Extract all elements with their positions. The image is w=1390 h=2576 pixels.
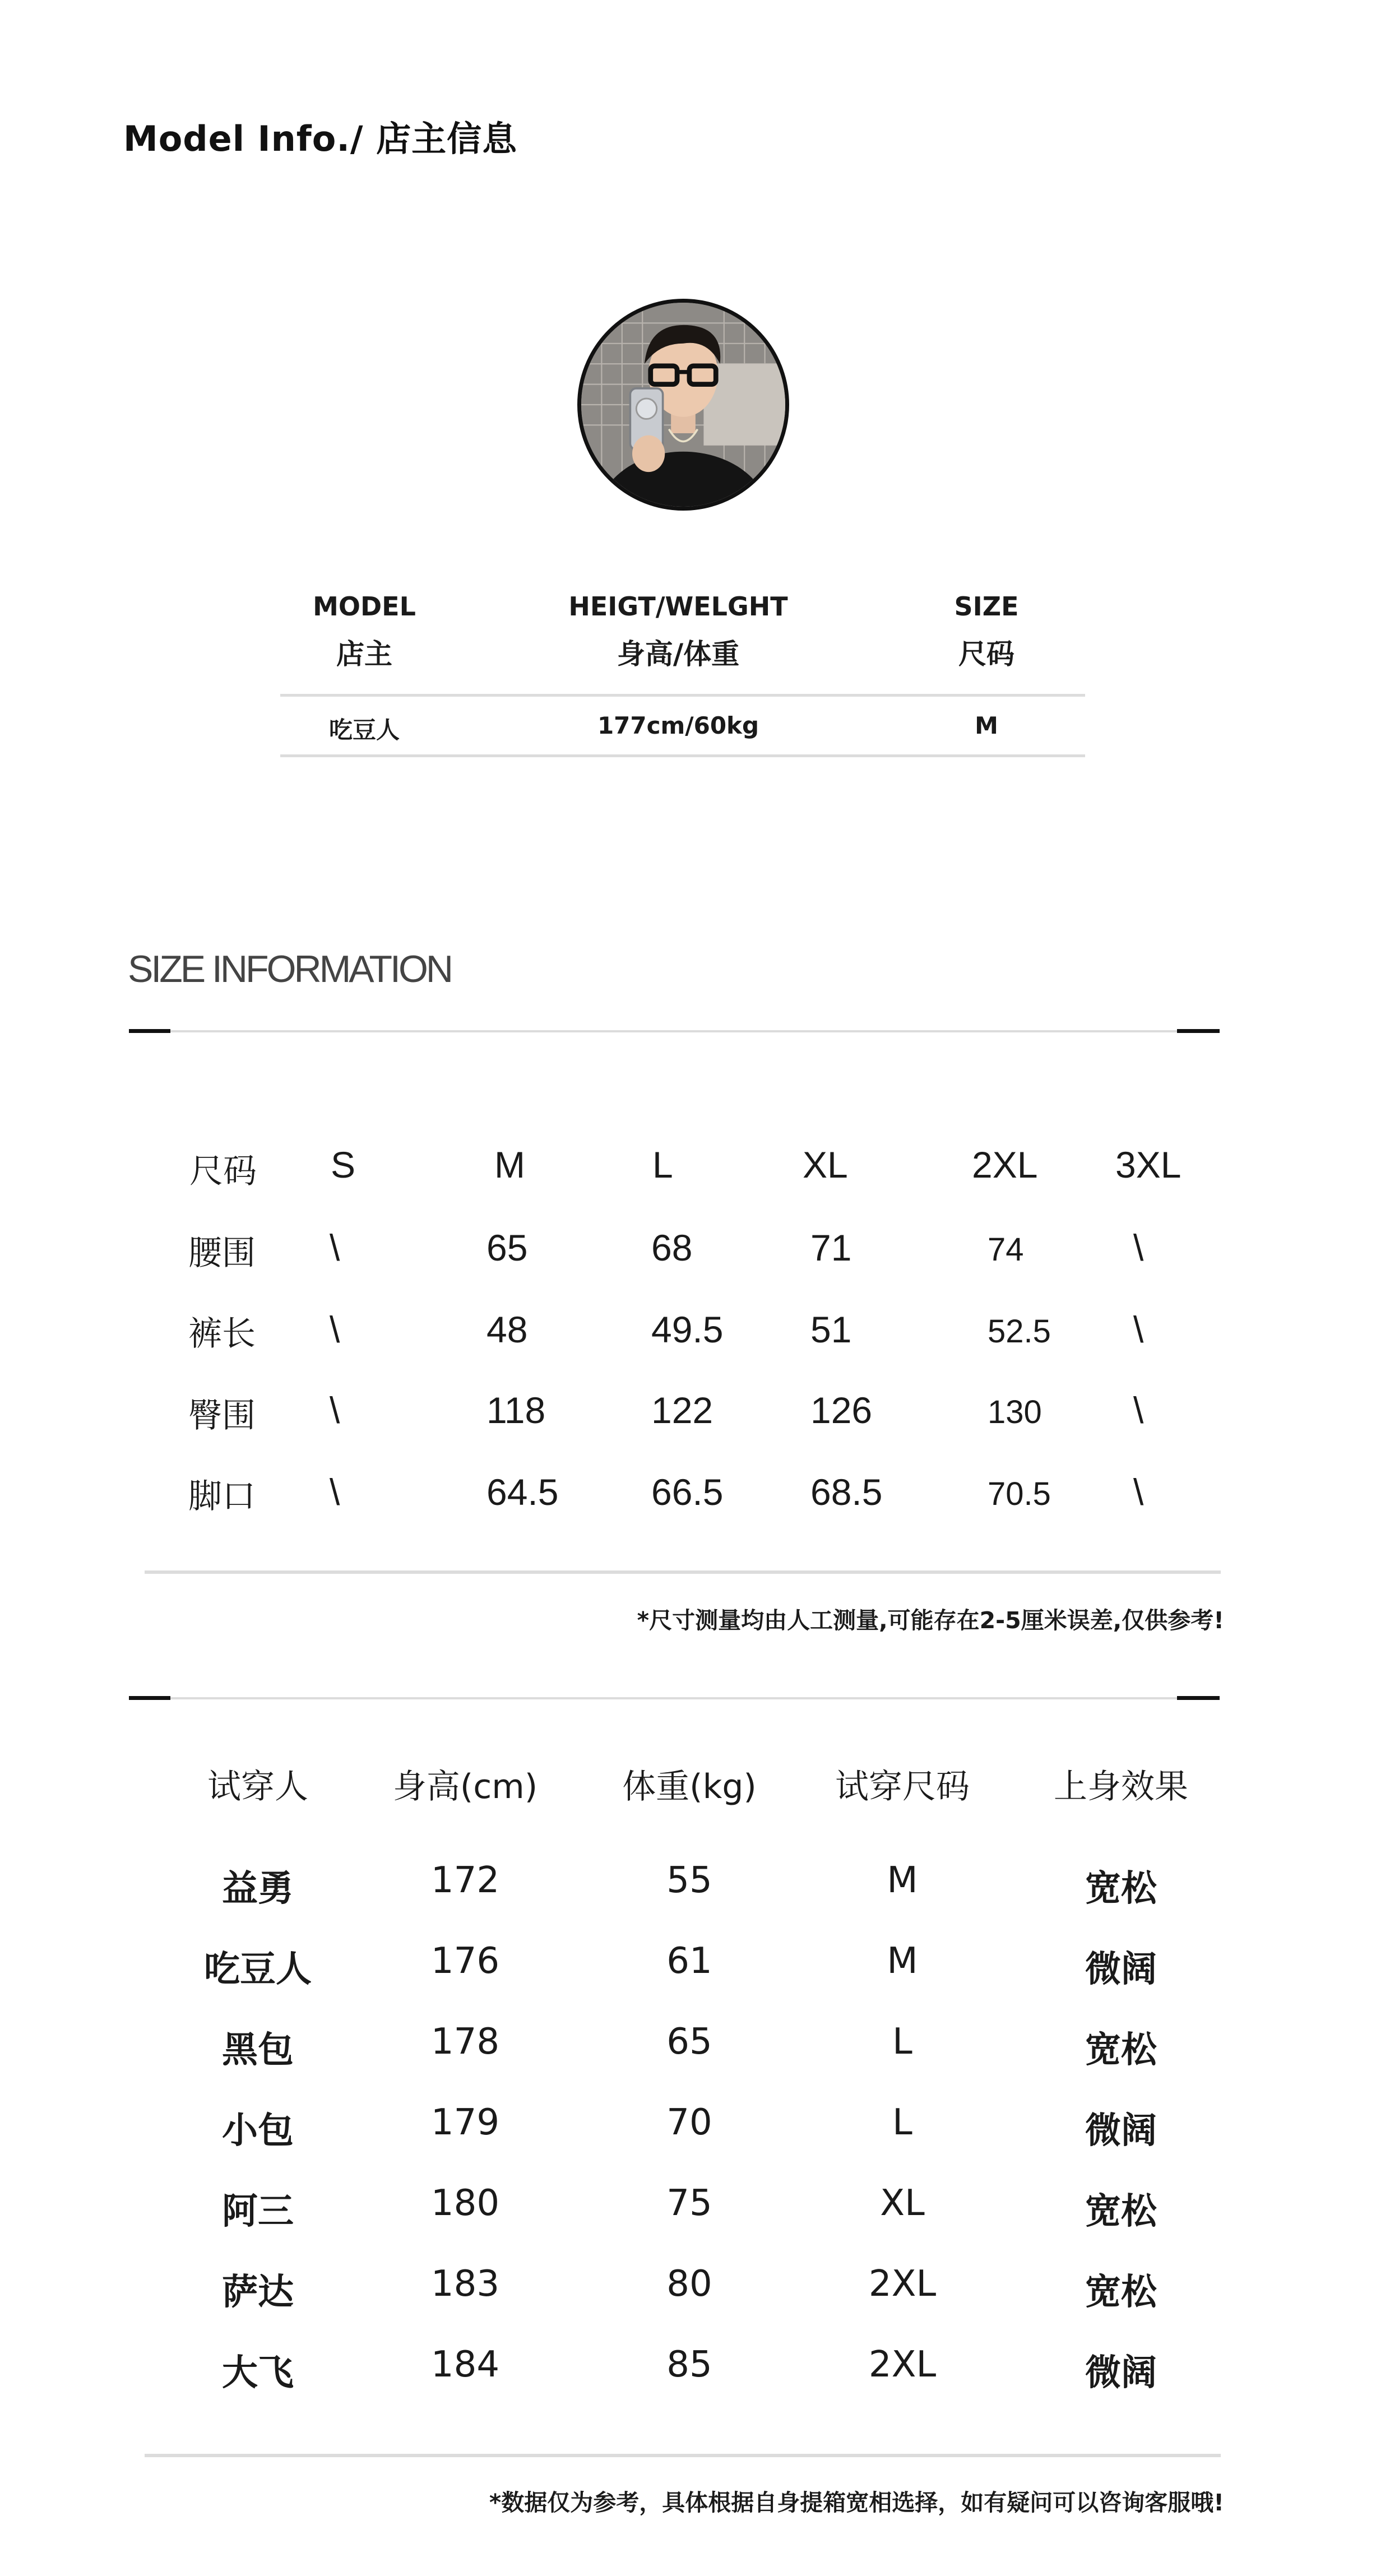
tryon-header-weight: 体重(kg): [622, 1767, 757, 1806]
size-cell: \: [330, 1309, 340, 1350]
tryon-header-height: 身高(cm): [392, 1767, 538, 1806]
size-information-title: SIZE INFORMATION: [128, 948, 451, 990]
header-en: MODEL: [313, 591, 416, 622]
header-cn: 身高/体重: [617, 638, 740, 670]
tryon-fit: 微阔: [1085, 2110, 1157, 2152]
model-name-cell: 吃豆人: [328, 716, 400, 744]
tryon-header-size: 试穿尺码: [835, 1767, 970, 1806]
size-cell: 70.5: [988, 1476, 1051, 1512]
tryon-size: L: [892, 2021, 912, 2063]
tryon-person: 大飞: [222, 2352, 294, 2394]
size-cell: 126: [810, 1389, 873, 1431]
size-header-cell: M: [494, 1144, 525, 1185]
size-table-bottom-rule: [145, 1570, 1221, 1574]
header-cn: 店主: [336, 638, 392, 670]
size-cell: \: [1133, 1471, 1144, 1513]
model-height-weight-cell: 177cm/60kg: [597, 712, 759, 739]
size-cell: \: [1133, 1389, 1144, 1431]
tryon-weight: 55: [666, 1860, 712, 1901]
tryon-fit: 微阔: [1085, 1949, 1157, 1990]
size-row-label: 腰围: [188, 1234, 256, 1273]
tryon-weight: 61: [666, 1940, 712, 1982]
tryon-size: L: [892, 2102, 912, 2143]
section-line: [170, 1030, 1177, 1032]
model-table-bottom-rule: [280, 754, 1085, 757]
tryon-size: M: [887, 1940, 918, 1982]
size-row-label: 裤长: [188, 1314, 256, 1354]
size-cell: \: [330, 1227, 340, 1268]
tryon-weight: 65: [666, 2021, 712, 2063]
size-cell: 65: [486, 1227, 528, 1268]
size-header-cell: 2XL: [972, 1144, 1038, 1185]
tryon-fit: 宽松: [1085, 2030, 1157, 2071]
size-header-cell: S: [331, 1144, 356, 1185]
header-en: SIZE: [954, 591, 1019, 622]
tryon-weight: 80: [666, 2263, 712, 2305]
tryon-person: 萨达: [222, 2272, 294, 2313]
tryon-weight: 85: [666, 2344, 712, 2385]
model-table-divider: [280, 694, 1085, 697]
size-cell: 118: [486, 1389, 546, 1431]
tryon-size: 2XL: [868, 2263, 937, 2305]
size-cell: 51: [810, 1309, 852, 1350]
model-info-title: Model Info./ 店主信息: [123, 118, 518, 159]
tryon-header-fit: 上身效果: [1054, 1767, 1188, 1806]
section-dash-right: [1177, 1029, 1220, 1033]
size-header-cell: 3XL: [1115, 1144, 1182, 1185]
section-dash-right: [1177, 1696, 1220, 1700]
size-cell: 130: [988, 1394, 1042, 1430]
model-avatar: [577, 299, 789, 511]
model-size-cell: M: [975, 712, 998, 739]
size-cell: 68.5: [810, 1471, 883, 1513]
section-line: [170, 1697, 1177, 1699]
model-table-header-model: [258, 591, 471, 672]
tryon-person: 益勇: [222, 1868, 294, 1910]
header-en: HEIGT/WELGHT: [568, 591, 788, 622]
size-cell: 52.5: [988, 1313, 1051, 1350]
size-cell: \: [1133, 1309, 1144, 1350]
tryon-fit: 微阔: [1085, 2352, 1157, 2394]
tryon-fit: 宽松: [1085, 2272, 1157, 2313]
size-disclaimer: *尺寸测量均由人工测量,可能存在2-5厘米误差,仅供参考!: [637, 1607, 1224, 1634]
tryon-person: 阿三: [222, 2191, 294, 2232]
size-header-label: 尺码: [189, 1152, 257, 1191]
tryon-height: 179: [430, 2102, 500, 2143]
size-cell: \: [1133, 1227, 1144, 1268]
size-header-cell: XL: [803, 1144, 848, 1185]
header-cn: 尺码: [958, 638, 1014, 670]
size-cell: 64.5: [486, 1471, 559, 1513]
size-cell: 48: [486, 1309, 528, 1350]
section-dash-left: [129, 1029, 170, 1033]
tryon-disclaimer: *数据仅为参考，具体根据自身提箱宽相选择，如有疑问可以咨询客服哦!: [489, 2489, 1224, 2516]
size-cell: \: [330, 1471, 340, 1513]
tryon-person: 黑包: [222, 2030, 294, 2071]
tryon-size: M: [887, 1860, 918, 1901]
size-cell: 66.5: [651, 1471, 724, 1513]
size-cell: \: [330, 1389, 340, 1431]
size-row-label: 脚口: [188, 1477, 256, 1516]
tryon-height: 184: [430, 2344, 500, 2385]
tryon-height: 180: [430, 2183, 500, 2224]
tryon-weight: 70: [666, 2102, 712, 2143]
tryon-fit: 宽松: [1085, 1868, 1157, 1910]
tryon-person: 吃豆人: [204, 1949, 312, 1990]
tryon-weight: 75: [666, 2183, 712, 2224]
tryon-size: XL: [880, 2183, 925, 2224]
size-cell: 122: [651, 1389, 713, 1431]
size-cell: 49.5: [651, 1309, 724, 1350]
tryon-fit: 宽松: [1085, 2191, 1157, 2232]
model-table-header-height-weight: [510, 591, 846, 672]
size-header-cell: L: [652, 1144, 673, 1185]
model-table-header-size: [874, 591, 1099, 672]
tryon-height: 178: [430, 2021, 500, 2063]
size-row-label: 臀围: [188, 1396, 256, 1435]
section-dash-left: [129, 1696, 170, 1700]
size-cell: 71: [810, 1227, 852, 1268]
tryon-height: 183: [430, 2263, 500, 2305]
size-cell: 68: [651, 1227, 693, 1268]
tryon-height: 176: [430, 1940, 500, 1982]
tryon-person: 小包: [222, 2110, 294, 2152]
tryon-bottom-rule: [145, 2454, 1221, 2457]
tryon-height: 172: [430, 1860, 500, 1901]
size-cell: 74: [988, 1231, 1024, 1268]
tryon-size: 2XL: [868, 2344, 937, 2385]
tryon-header-person: 试穿人: [207, 1767, 308, 1806]
